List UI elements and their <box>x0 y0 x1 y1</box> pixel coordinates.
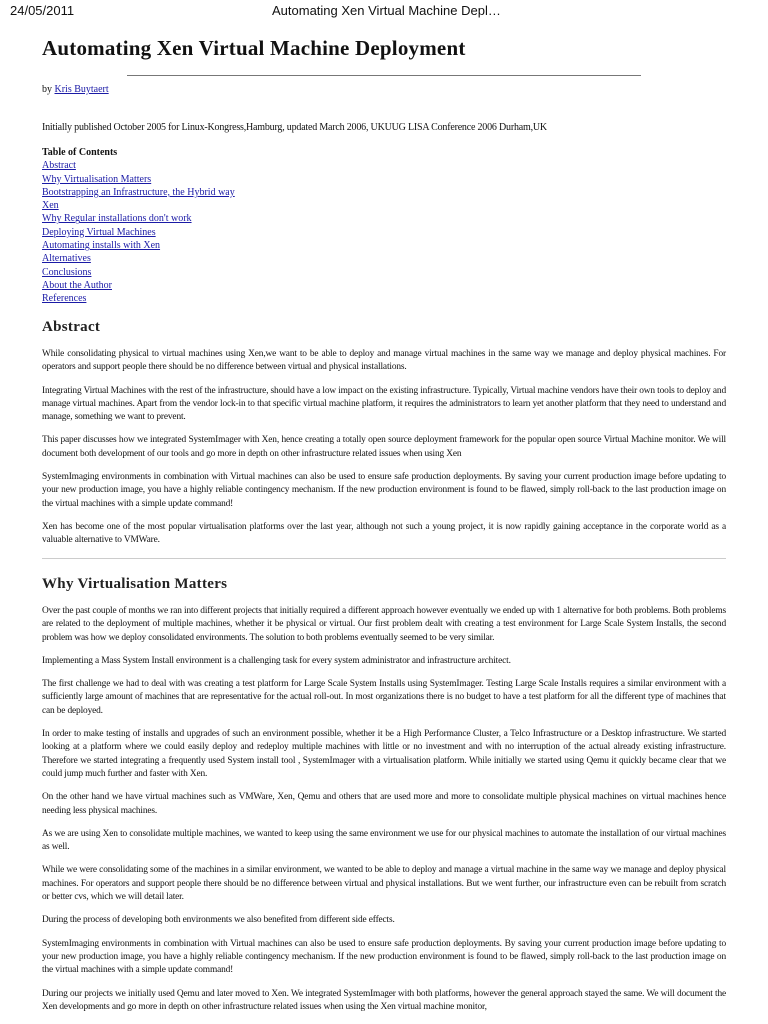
paragraph: Integrating Virtual Machines with the rest of the infrastructure, should have a low impact on the existing infrastructure. Typically, Virtual machine vendors have their own tools to deploy and manage virtual machines. Apart from the vendor lock-in to that specific virtual machine platform, it requires the administrators to learn yet another platform that they need to understand and manage, something we want to prevent. <box>42 385 726 423</box>
byline <box>42 84 109 95</box>
author-link[interactable]: Kris Buytaert <box>54 84 109 95</box>
byline-prefix: by <box>42 84 52 95</box>
print-page-title: Automating Xen Virtual Machine Depl… <box>272 3 501 18</box>
section-why-virtualisation <box>42 576 726 1024</box>
toc-link-bootstrapping[interactable]: Bootstrapping an Infrastructure, the Hybrid way <box>42 186 235 198</box>
toc-link-abstract[interactable]: Abstract <box>42 160 76 172</box>
paragraph: SystemImaging environments in combination with Virtual machines can also be used to ensure safe production deployments. By saving your current production image before updating to your new production image, you have a highly reliable contingency mechanism. If the new production environment is found to be flawed, simply roll-back to the last production image on the virtual machines with a simple update command! <box>42 472 726 509</box>
paragraph: In order to make testing of installs and upgrades of such an environment possible, whether it be a High Performance Cluster, a Telco Infrastructure or a Desktop infrastructure. We started looking at a platform where we could easily deploy and redeploy multiple machines with little or no investment and with no interruption of the actual already existing infrastructure. Therefore we started integrating a frequently used System install tool , SystemImager with a virtualisation platform. While initially we started using Qemu it quickly became clear that we could jump much further and faster with Xen. <box>42 729 726 779</box>
paragraph: As we are using Xen to consolidate multiple machines, we wanted to keep using the same environment we use for our physical machines to automate the installation of our virtual machines as well. <box>42 828 726 853</box>
section-heading: Why Virtualisation Matters <box>42 576 228 592</box>
print-header <box>0 0 768 22</box>
print-date: 24/05/2011 <box>10 3 75 18</box>
paragraph: The first challenge we had to deal with was creating a test platform for Large Scale System Installs using SystemImager. Testing Large Scale Installs requires a similar environment with a sufficiently large amount of machines that are representative for the actual roll-out. In most organizations there is no budget to have a test platform for all the different type of machines that can be deployed. <box>42 679 726 716</box>
article <box>42 36 726 1012</box>
toc-link-why-virtualisation[interactable]: Why Virtualisation Matters <box>42 173 152 185</box>
paragraph: On the other hand we have virtual machines such as VMWare, Xen, Qemu and others that are used more and more to consolidate multiple physical machines on virtual machines hence needing less physical machines. <box>42 792 726 816</box>
paragraph: Xen has become one of the most popular virtualisation platforms over the last year, although not such a young project, it is now rapidly gaining acceptance in the corporate world as a valuable alternative to VMWare. <box>42 521 726 546</box>
toc-link-xen[interactable]: Xen <box>42 200 59 212</box>
publication-note: Initially published October 2005 for Linux-Kongress,Hamburg, updated March 2006, UKUUG LISA Conference 2006 Durham,UK <box>42 122 547 133</box>
paragraph: This paper discusses how we integrated SystemImager with Xen, hence creating a totally open source deployment framework for the popular open source Virtual Machine monitor. We will document both development of our tools and go more in depth on other infrastructure related issues when using Xen <box>42 435 726 459</box>
toc-link-references[interactable]: References <box>42 293 87 305</box>
paragraph: While we were consolidating some of the machines in a similar environment, we wanted to be able to deploy and manage a virtual machine in the same way we manage and deploy physical machines. For operators and support people there should be no difference between virtual and physical installations. But we went further, our infrastructure even can be rebuilt from scratch or better cvs, which we will detail later. <box>42 865 726 903</box>
toc-link-deploying-vms[interactable]: Deploying Virtual Machines <box>42 226 156 238</box>
toc-link-about-author[interactable]: About the Author <box>42 279 112 291</box>
article-title: Automating Xen Virtual Machine Deployment <box>42 36 466 60</box>
paragraph: During our projects we initially used Qemu and later moved to Xen. We integrated SystemImager with both platforms, however the general approach stayed the same. We will document the Xen developments and go more in depth on other infrastructure related issues when using the Xen virtual machine monitor, <box>42 988 726 1012</box>
toc-title: Table of Contents <box>42 147 118 158</box>
paragraph: Implementing a Mass System Install environment is a challenging task for every system administrator and infrastructure architect. <box>42 655 511 666</box>
toc-link-conclusions[interactable]: Conclusions <box>42 266 92 278</box>
paragraph: During the process of developing both environments we also benefited from different side effects. <box>42 915 395 926</box>
title-divider <box>127 75 641 76</box>
paragraph: Over the past couple of months we ran into different projects that initially required a different approach however eventually we ended up with 1 alternative for both problems. Both problems are related to the deployment of multiple machines, whether it be physical or virtual. Our first problem dealt with creating a test environment for Large Scale System Installs, the second problem was how we deploy consolidated environments. The solution to both problems eventually seemed to be very similar. <box>42 606 726 643</box>
paragraph: While consolidating physical to virtual machines using Xen,we want to be able to deploy and manage virtual machines in the same way we manage and deploy physical machines. For operators and support people there should be no difference between virtual and physical installations. <box>42 349 726 373</box>
section-divider <box>42 558 726 559</box>
section-abstract <box>42 319 726 573</box>
paragraph: SystemImaging environments in combination with Virtual machines can also be used to ensure safe production deployments. By saving your current production image before updating to your new production image, you have a highly reliable contingency mechanism. If the new production environment is found to be flawed, simply roll-back to the last production image on the virtual machines with a simple update command! <box>42 938 726 976</box>
toc-link-alternatives[interactable]: Alternatives <box>42 253 91 265</box>
toc-link-automating-installs[interactable]: Automating installs with Xen <box>42 240 161 252</box>
section-heading: Abstract <box>42 319 101 335</box>
toc-link-regular-installs[interactable]: Why Regular installations don't work <box>42 213 192 225</box>
table-of-contents <box>42 146 235 306</box>
